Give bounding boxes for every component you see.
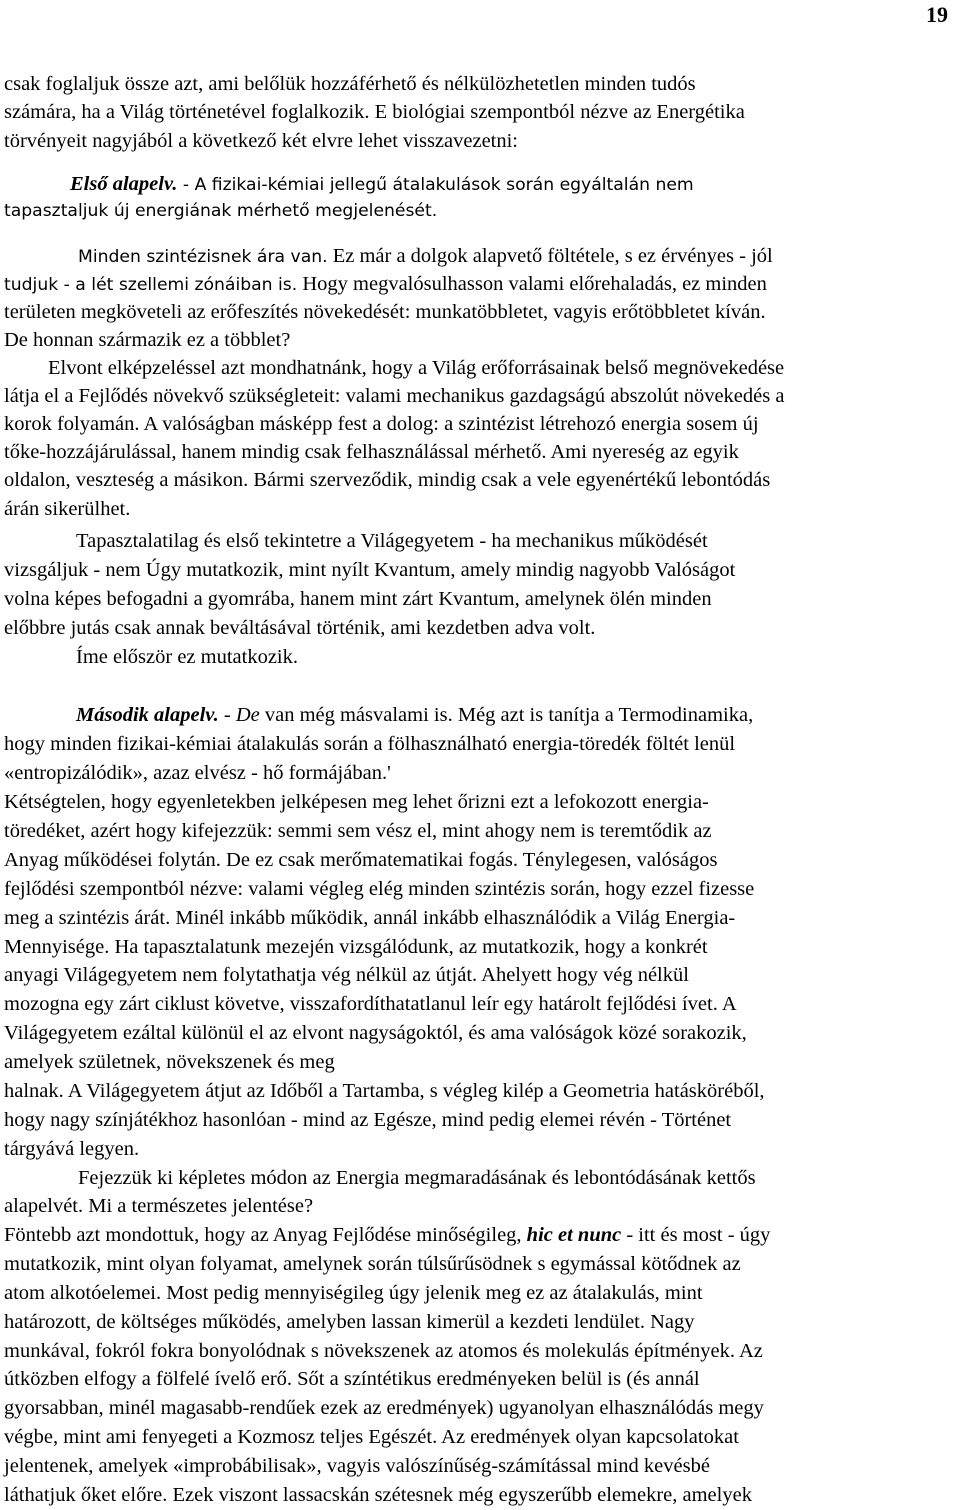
text-line: Kétségtelen, hogy egyenletekben jelképesen meg lehet őrizni ezt a lefokozott energia- <box>4 791 709 813</box>
text-span: Ez már a dolgok alapvető föltétele, s ez érvényes - jól <box>327 245 773 267</box>
text-line <box>4 270 767 299</box>
text-line: hogy minden fizikai-kémiai átalakulás során a fölhasználható energia-töredék föltét lenül <box>4 733 736 755</box>
text-span: korok folyamán. <box>4 413 140 435</box>
text-line <box>70 170 694 199</box>
text-line: számára, ha a Világ történetével foglalkozik. E biológiai szempontból nézve az Energétika <box>4 101 745 123</box>
text-line: Íme először ez mutatkozik. <box>76 646 298 668</box>
text-line: mutatkozik, mint olyan folyamat, amelynek során túlsűrűsödnek s egymással kötődnek az <box>4 1253 741 1275</box>
text-span: - A fizikai-kémiai jellegű átalakulások során egyáltalán nem <box>177 175 694 195</box>
text-span: A valóságban másképp fest a dolog: a szintézist létrehozó energia sosem új <box>139 413 759 435</box>
text-line: törvényeit nagyjából a következő két elvre lehet visszavezetni: <box>4 130 519 152</box>
text-line: végbe, mint ami fenyegeti a Kozmosz teljes Egészét. Az eredmények olyan kapcsolatokat <box>4 1426 739 1448</box>
first-principle-heading: Első alapelv. <box>70 173 178 195</box>
text-line: meg a szintézis árát. Minél inkább működik, annál inkább elhasználódik a Világ Energia- <box>4 907 736 929</box>
text-span: Minden szintézisnek ára van. <box>78 247 328 267</box>
text-line: Anyag működései folytán. De ez csak merőmatematikai fogás. Ténylegesen, valóságos <box>4 849 718 871</box>
text-line: volna képes befogadni a gyomrába, hanem mint zárt Kvantum, amelynek ölén minden <box>4 588 712 610</box>
text-line: halnak. A Világegyetem átjut az Időből a Tartamba, s végleg kilép a Geometria hatásköréből, <box>4 1080 765 1102</box>
text-span: tudjuk - a lét szellemi zónáiban is. <box>4 275 298 295</box>
text-line: Mennyisége. Ha tapasztalatunk mezején vizsgálódunk, az mutatkozik, hogy a konkrét <box>4 936 708 958</box>
latin-phrase: hic et nunc <box>526 1224 622 1246</box>
text-span: - <box>218 704 236 726</box>
text-line: vizsgáljuk - nem Úgy mutatkozik, mint nyílt Kvantum, amely mindig nagyobb Valóságot <box>4 559 736 581</box>
text-line: tapasztaljuk új energiának mérhető megjelenését. <box>4 201 438 221</box>
text-line: látja el a Fejlődés növekvő szükségleteit: valami mechanikus gazdagságú abszolút növekedés a <box>4 385 785 407</box>
text-line <box>4 410 759 438</box>
text-line: «entropizálódik», azaz elvész - hő formájában.' <box>4 762 391 784</box>
text-span: De <box>235 704 260 726</box>
text-span: Föntebb azt mondottuk, hogy az Anyag Fejlődése minőségileg, <box>4 1224 527 1246</box>
text-line: anyagi Világegyetem nem folytathatja vég nélkül az útját. Ahelyett hogy vég nélkül <box>4 964 689 986</box>
text-span: Hogy megvalósulhasson valami előrehaladás, ez minden <box>297 273 767 295</box>
text-line: Elvont elképzeléssel azt mondhatnánk, hogy a Világ erőforrásainak belső megnövekedése <box>48 357 785 379</box>
text-line: De honnan származik ez a többlet? <box>4 329 291 351</box>
text-line <box>76 701 753 729</box>
text-line: hogy nagy színjátékhoz hasonlóan - mind az Egésze, mind pedig elemei révén - Történet <box>4 1109 732 1131</box>
text-line: területen megköveteli az erőfeszítés növekedését: munkatöbbletet, vagyis erőtöbbletet kíván. <box>4 301 766 323</box>
text-line: tőke-hozzájárulással, hanem mindig csak felhasználással mérhető. Ami nyereség az egyik <box>4 441 739 463</box>
text-line: árán sikerülhet. <box>4 498 131 520</box>
text-line: határozott, de költséges működés, amelyben lassan kimerül a kezdeti lendület. Nagy <box>4 1311 695 1333</box>
text-line: alapelvét. Mi a természetes jelentése? <box>4 1195 314 1217</box>
text-line: fejlődési szempontból nézve: valami végleg elég minden szintézis során, hogy ezzel fizesse <box>4 878 755 900</box>
text-line: Fejezzük ki képletes módon az Energia megmaradásának és lebontódásának kettős <box>78 1167 756 1189</box>
text-line: amelyek születnek, növekszenek és meg <box>4 1051 335 1073</box>
text-line <box>4 1221 770 1249</box>
page-number: 19 <box>926 2 948 27</box>
text-span: van még másvalami is. Még azt is tanítja a Termodinamika, <box>259 704 754 726</box>
text-line: útközben elfogy a fölfelé ívelő erő. Sőt a színtétikus eredményeken belül is (és annál <box>4 1368 700 1390</box>
text-line: töredéket, azért hogy kifejezzük: semmi sem vész el, mint ahogy nem is teremtődik az <box>4 820 712 842</box>
text-line: tárgyává legyen. <box>4 1138 140 1160</box>
text-line: jelentenek, amelyek «improbábilisak», vagyis valószínűség-számítással mind kevésbé <box>4 1455 710 1477</box>
text-line: munkával, fokról fokra bonyolódnak s növekszenek az atomos és molekulás építmények. Az <box>4 1340 763 1362</box>
text-line: csak foglaljuk össze azt, ami belőlük hozzáférhető és nélkülözhetetlen minden tudós <box>4 73 696 95</box>
text-line: Tapasztalatilag és első tekintetre a Világegyetem - ha mechanikus működését <box>76 530 708 552</box>
second-principle-heading: Második alapelv. <box>76 704 219 726</box>
text-span: - itt és most - úgy <box>621 1224 771 1246</box>
text-line: gyorsabban, minél magasabb-rendűek ezek az eredmények) ugyanolyan elhasználódás megy <box>4 1397 764 1419</box>
text-line <box>78 242 773 271</box>
text-line: atom alkotóelemei. Most pedig mennyiségileg úgy jelenik meg ez az átalakulás, mint <box>4 1282 703 1304</box>
text-line: előbbre jutás csak annak beváltásával történik, ami kezdetben adva volt. <box>4 617 596 639</box>
text-line: láthatjuk őket előre. Ezek viszont lassacskán szétesnek még egyszerűbb elemekre, amelyek <box>4 1484 752 1506</box>
text-line: oldalon, veszteség a másikon. Bármi szerveződik, mindig csak a vele egyenértékű lebontódás <box>4 469 771 491</box>
text-line: Világegyetem ezáltal különül el az elvont nagyságoktól, és ama valóságok közé sorakozik, <box>4 1022 747 1044</box>
text-line: mozogna egy zárt ciklust követve, visszafordíthatatlanul leír egy határolt fejlődési ívet. A <box>4 993 737 1015</box>
